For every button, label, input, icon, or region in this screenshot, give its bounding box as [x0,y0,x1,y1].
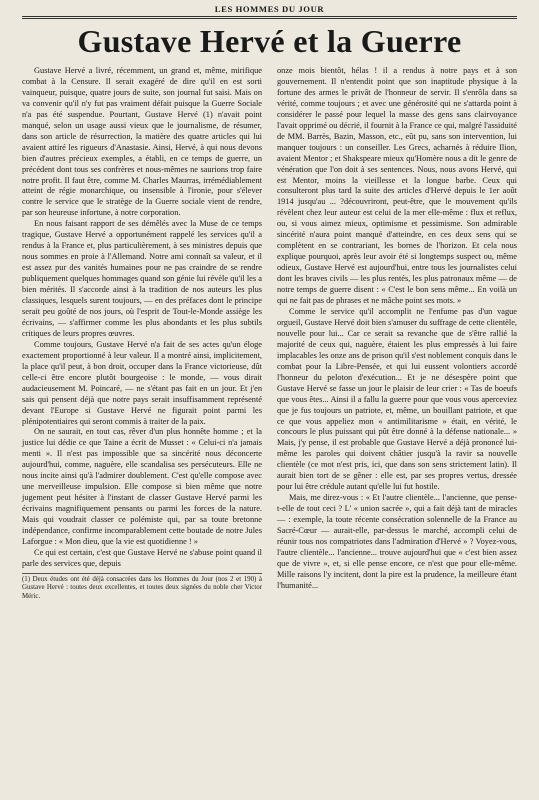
footnote: (1) Deux études ont été déjà consacrées dans les Hommes du Jour (nos 2 et 190) à Gustave Hervé : toutes deux excellentes, et toutes deux signées du noble cher Victor Méric. [22,573,262,601]
article-body [22,66,517,601]
paragraph: En nous faisant rapport de ses démêlés avec la Muse de ce temps tragique, Gustave Hervé a opportunément rappelé les services qu'il a rendus à la France et, plus particulièrement, à ses ministres depuis que nous sommes en proie à l'Allemand. Notre ami connaît sa valeur, et il est assez pur des vanités humaines pour ne pas craindre de se rendre publiquement quelques hommages quand son génie lui révèle qu'il les a bien mérités. Il s'accorde ainsi à la tradition de nos auteurs les plus classiques, lesquels surent toujours, — en des préfaces dont le principe serait peu goûté de nos jours, où l'esprit de Tout-le-Monde assiège les écrivains, — s'affirmer comme les plus abondants et les plus subtils critiques de leurs propres œuvres. [22,219,262,338]
paragraph: Gustave Hervé a livré, récemment, un grand et, même, mirifique combat à la Censure. Il serait exagéré de dire qu'il en est sorti vainqueur, puisque, quatre jours de suite, son journal fut saisi. Mais on va convenir qu'il n'y fut pas vraiment défait puisque la Guerre Sociale n'a pas été suspendue. Pourtant, Gustave Hervé (1) n'avait point manqué, selon un usage aussi vieux que le journalisme, de résumer, dans son article de résurrection, la matière des quatre articles qui lui avaient attiré les rigueurs d'Anastasie. Ainsi, Hervé, à qui nous devons bien d'autres précieux exemples, a établi, en ce temps de guerre, un précédent dont tous ses confrères et nous-mêmes ne saurions trop faire notre profit. Il faut être, comme M. Charles Maurras, irrémédiablement atteint de régie monarchique, ou insensible à l'ironie, pour s'élever contre le service que le stratège de la Guerre sociale vient de rendre, par son heureuse infortune, à notre corporation. [22,66,262,218]
article-title: Gustave Hervé et la Guerre [77,23,462,59]
header-rule [22,18,517,19]
left-column [22,66,262,601]
paragraph: onze mois bientôt, hélas ! il a rendus à notre pays et à son gouvernement. Il n'entendit point que son inaptitude physique à la fortune des armes le privât de l'honneur de servir. Il s'enrôla dans sa vérité, comme toujours ; et avec une générosité qui ne s'attarda point à considérer le passé pour lequel la masse des gens sans clairvoyance l'avait opprimé ou décrié, il fournit à la France ce qui, malgré l'assiduité de MM. Barrès, Bazin, Masson, etc., eût pu, sans son intervention, lui manquer toujours : un conseiller. Les Grecs, acharnés à réduire Ilion, avaient Mentor ; et Shakspeare mieux qu'Homère nous a dit le genre de vénération que l'on doit à ses sentences. Nous, nous avons Hervé, qui est Mentor, moins la vieillesse et la longue barbe. Ceux qui consulteront plus tard la suite des articles d'Hervé depuis le 1er août 1914 jusqu'au ... ?découvriront, peut-être, que le mouvement qu'ils révèlent chez leur auteur est celui de la mer elle-même : flux et reflux, ou, si vous aimez mieux, optimisme et pessimisme. Son admirable sincérité n'aura point manqué d'atteindre, en ces deux sens qui se complètent en se contrariant, les bornes de l'horizon. Et cela nous explique pourquoi, après leur avoir été si longtemps suspect ou, même odieux, Gustave Hervé est aujourd'hui, entre tous les journalistes celui dont les braves civils — les plus rentés, les plus patronaux même — de notre temps de guerre disent : « C'est le bon sens même... En voilà un qui ne fait pas de phrases et ne mâche point ses mots. » [277,66,517,306]
right-column [277,66,517,601]
paragraph: Comme le service qu'il accomplit ne l'enfume pas d'un vague orgueil, Gustave Hervé doit bien s'amuser du suffrage de cette clientèle, nouvelle pour lui... Car ce serait sa revanche que de s'être rallié la majorité de ceux qui, naguère, étaient les plus empressés à lui faire implacables les onze ans de prison qu'il s'est noblement conquis dans le combat pour la Libre-Pensée, et qui lui eussent volontiers accordé l'honneur du peloton d'exécution... Et je ne désespère point que Gustave Hervé se fasse un jour le plaisir de leur crier : « Tas de boeufs que vous êtes... Ainsi il a fallu la guerre pour que vous vous aperceviez que je fus toujours un patriote, et, même, un bouillant patriote, et que ce que vous appeliez mon « antimilitarisme » était, en vérité, le concours le plus puissant qui pût être donné à la défense nationale... » Mais, j'y pense, il est probable que Gustave Hervé a déjà prononcé lui-même les paroles qui doivent châtier jusqu'à la ravir sa nouvelle clientèle (ce mot n'est pris, ici, que dans son sens strictement latin). Il aurait bien tort de se gêner : elle est, par ses propres vertus, dressée pour lui être crédule autant qu'elle lui fut hostile. [277,306,517,492]
paragraph: Comme toujours, Gustave Hervé n'a fait de ses actes qu'un éloge exactement proportionné à leur valeur. Il a montré ainsi, implicitement, la place qu'il peut, à bon droit, occuper dans la France victorieuse, dût celle-ci être encore plutôt bourgeoise : le monde, — vous dirait audacieusement M. Poincaré, — ne s'étant pas fait en un jour. Et j'en sais qui pensent déjà que notre pays serait insuffisamment représenté devant l'Europe si Gustave Hervé ne figurait point parmi les plénipotentiaires qui seront commis à traiter de la paix. [22,339,262,426]
paragraph: On ne saurait, en tout cas, rêver d'un plus honnête homme ; et la justice lui dédie ce que Taine a écrit de Musset : « Celui-ci n'a jamais menti ». Il n'est pas impossible que sa sincérité nous déconcerte aujourd'hui, comme, naguère, elle scandalisa ses persécuteurs. Elle ne nous incite ainsi qu'à l'admirer doublement. C'est qu'elle compose avec une merveilleuse impulsion. Elle compose si bien même que notre jugement peut hésiter à l'instant de classer Gustave Hervé parmi les écrivains magnifiquement pensants ou parmi les forces de la nature. Mais qui voudrait classer ce polémiste qui, par sa toute bretonne indépendance, confirme incomparablement cette boutade de notre Jules Laforgue : « Mon dieu, que la vie est quotidienne ! » [22,427,262,546]
paragraph: Ce qui est certain, c'est que Gustave Hervé ne s'abuse point quand il parle des services que, depuis [22,547,262,568]
running-head: LES HOMMES DU JOUR [22,4,517,17]
paragraph: Mais, me direz-vous : « Et l'autre clientèle... l'ancienne, que pense-t-elle de tout ceci ? L' « union sacrée », qui a fait déjà tant de miracles — : exemple, la toute récente consécration solennelle de la France au Sacré-Cœur — aurait-elle, par-dessus le marché, accompli celui de réunir tous nos compatriotes dans l'admiration d'Hervé » ? Voyez-vous, l'autre clientèle... l'ancienne... trouve aujourd'hui que « c'est bien assez que de vivre », et, si elle pense encore, ce n'est que pour elle-même. Mille raisons l'y incitent, dont la pire est la prudence, la meilleure étant l'humanité... [277,493,517,590]
